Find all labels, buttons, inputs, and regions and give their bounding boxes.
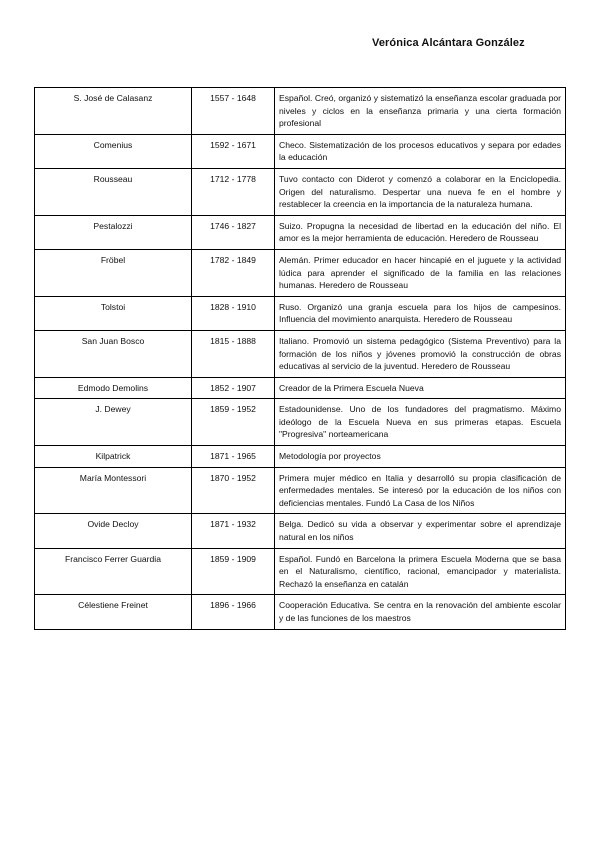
author-name: Verónica Alcántara González: [372, 37, 525, 49]
educator-name: Comenius: [35, 134, 192, 168]
educator-years: 1871 - 1965: [192, 446, 275, 468]
educator-description: Cooperación Educativa. Se centra en la renovación del ambiente escolar y de las funciones de los maestros: [275, 595, 566, 629]
educator-years: 1896 - 1966: [192, 595, 275, 629]
educator-name: Fröbel: [35, 249, 192, 296]
educator-years: 1746 - 1827: [192, 215, 275, 249]
educator-name: Pestalozzi: [35, 215, 192, 249]
table-row: [35, 249, 566, 296]
educator-description: Estadounidense. Uno de los fundadores del pragmatismo. Máximo ideólogo de la Escuela Nueva en sus primeras etapas. Escuela "Progresiva" norteamericana: [275, 399, 566, 446]
educator-years: 1592 - 1671: [192, 134, 275, 168]
educator-years: 1828 - 1910: [192, 296, 275, 330]
educator-name: Rousseau: [35, 168, 192, 215]
educator-years: 1859 - 1952: [192, 399, 275, 446]
educators-table: [34, 87, 566, 630]
table-row: [35, 467, 566, 514]
educator-description: Checo. Sistematización de los procesos educativos y separa por edades la educación: [275, 134, 566, 168]
educator-name: Francisco Ferrer Guardia: [35, 548, 192, 595]
educator-description: Primera mujer médico en Italia y desarrolló su propia clasificación de enfermedades mentales. Se interesó por la educación de los niños con deficiencias mentales. Fundó La Casa de los Niños: [275, 467, 566, 514]
educator-description: Ruso. Organizó una granja escuela para los hijos de campesinos. Influencia del movimiento anarquista. Heredero de Rousseau: [275, 296, 566, 330]
educator-years: 1871 - 1932: [192, 514, 275, 548]
educator-years: 1852 - 1907: [192, 377, 275, 399]
educator-name: Célestiene Freinet: [35, 595, 192, 629]
table-row: [35, 548, 566, 595]
educator-years: 1557 - 1648: [192, 88, 275, 135]
educator-description: Español. Fundó en Barcelona la primera Escuela Moderna que se basa en el Naturalismo, científico, racional, emancipador y materialista. Rechazó la enseñanza en catalán: [275, 548, 566, 595]
educator-name: J. Dewey: [35, 399, 192, 446]
educator-description: Tuvo contacto con Diderot y comenzó a colaborar en la Enciclopedia. Origen del naturalismo. Despertar una nueva fe en el hombre y restablecer la creencia en la importancia de la naturaleza humana.: [275, 168, 566, 215]
educator-name: San Juan Bosco: [35, 330, 192, 377]
educator-years: 1782 - 1849: [192, 249, 275, 296]
educator-years: 1870 - 1952: [192, 467, 275, 514]
table-row: [35, 296, 566, 330]
table-row: [35, 377, 566, 399]
educator-description: Suizo. Propugna la necesidad de libertad en la educación del niño. El amor es la mejor herramienta de educación. Heredero de Rousseau: [275, 215, 566, 249]
table-row: [35, 168, 566, 215]
educator-description: Creador de la Primera Escuela Nueva: [275, 377, 566, 399]
educator-name: Kilpatrick: [35, 446, 192, 468]
educator-description: Alemán. Primer educador en hacer hincapié en el juguete y la actividad lúdica para aprender el significado de la familia en las relaciones humanas. Heredero de Rousseau: [275, 249, 566, 296]
educator-name: S. José de Calasanz: [35, 88, 192, 135]
educator-name: Tolstoi: [35, 296, 192, 330]
educator-description: Metodología por proyectos: [275, 446, 566, 468]
educator-years: 1815 - 1888: [192, 330, 275, 377]
educator-description: Italiano. Promovió un sistema pedagógico (Sistema Preventivo) para la formación de los niños y jóvenes promovió la construcción de obras educativas al servicio de la juventud. Heredero de Rousseau: [275, 330, 566, 377]
educator-name: María Montessori: [35, 467, 192, 514]
table-row: [35, 514, 566, 548]
table-row: [35, 446, 566, 468]
educator-description: Español. Creó, organizó y sistematizó la enseñanza escolar graduada por niveles y ciclos en la enseñanza primaria y una cierta formación profesional: [275, 88, 566, 135]
table-row: [35, 595, 566, 629]
educator-years: 1712 - 1778: [192, 168, 275, 215]
educator-name: Edmodo Demolins: [35, 377, 192, 399]
table-row: [35, 399, 566, 446]
table-row: [35, 330, 566, 377]
educator-description: Belga. Dedicó su vida a observar y experimentar sobre el aprendizaje natural en los niños: [275, 514, 566, 548]
educator-name: Ovide Decloy: [35, 514, 192, 548]
table-row: [35, 134, 566, 168]
educator-years: 1859 - 1909: [192, 548, 275, 595]
table-row: [35, 88, 566, 135]
table-row: [35, 215, 566, 249]
